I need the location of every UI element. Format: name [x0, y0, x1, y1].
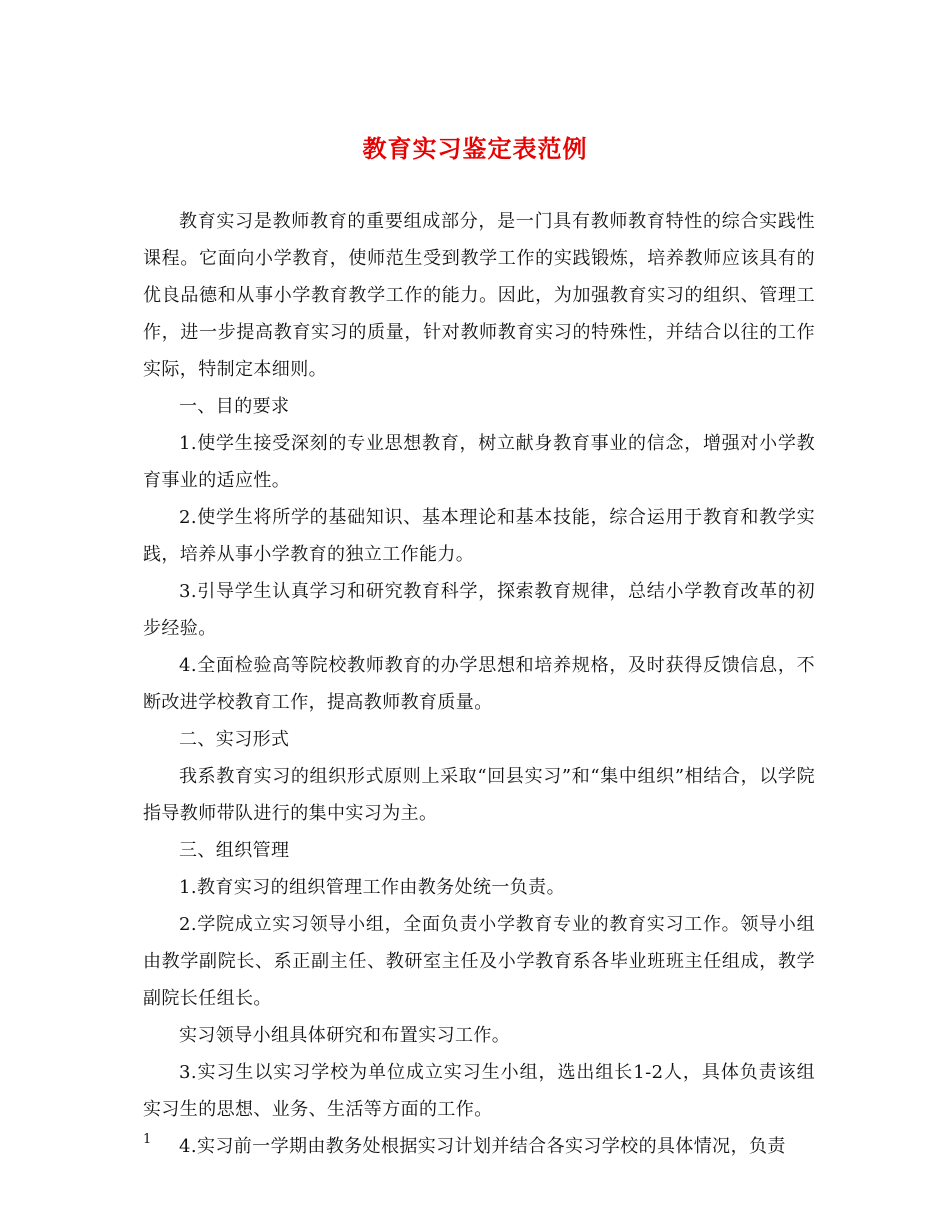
document-title: 教育实习鉴定表范例: [362, 134, 588, 163]
management-item-1: 1.教育实习的组织管理工作由教务处统一负责。: [179, 877, 565, 898]
goal-item-1: 1.使学生接受深刻的专业思想教育，树立献身教育事业的信念，增强对小学教育事业的适应性。: [143, 433, 815, 491]
document-body: [143, 203, 815, 1165]
management-item-3: 3.实习生以实习学校为单位成立实习生小组，选出组长1-2人，具体负责该组实习生的思想、业务、生活等方面的工作。: [143, 1062, 815, 1120]
goal-item-3: 3.引导学生认真学习和研究教育科学，探索教育规律，总结小学教育改革的初步经验。: [143, 581, 815, 639]
management-note: 实习领导小组具体研究和布置实习工作。: [179, 1025, 511, 1046]
management-item-2: 2.学院成立实习领导小组，全面负责小学教育专业的教育实习工作。领导小组由教学副院长、系正副主任、教研室主任及小学教育系各毕业班班主任组成，教学副院长任组长。: [143, 914, 815, 1009]
section-heading-format: 二、实习形式: [179, 729, 290, 750]
section-heading-management: 三、组织管理: [179, 840, 290, 861]
section-heading-goals: 一、目的要求: [179, 396, 290, 417]
goal-item-4: 4.全面检验高等院校教师教育的办学思想和培养规格，及时获得反馈信息，不断改进学校教育工作，提高教师教育质量。: [143, 655, 815, 713]
management-item-4: 4.实习前一学期由教务处根据实习计划并结合各实习学校的具体情况，负责: [179, 1136, 786, 1157]
goal-item-2: 2.使学生将所学的基础知识、基本理论和基本技能，综合运用于教育和教学实践，培养从事小学教育的独立工作能力。: [143, 507, 815, 565]
intro-paragraph: 教育实习是教师教育的重要组成部分，是一门具有教师教育特性的综合实践性课程。它面向小学教育，使师范生受到教学工作的实践锻炼，培养教师应该具有的优良品德和从事小学教育教学工作的能力。因此，为加强教育实习的组织、管理工作，进一步提高教育实习的质量，针对教师教育实习的特殊性，并结合以往的工作实际，特制定本细则。: [143, 211, 815, 380]
format-paragraph: 我系教育实习的组织形式原则上采取“回县实习”和“集中组织”相结合，以学院指导教师带队进行的集中实习为主。: [143, 766, 815, 824]
page-number: 1: [143, 1132, 152, 1147]
